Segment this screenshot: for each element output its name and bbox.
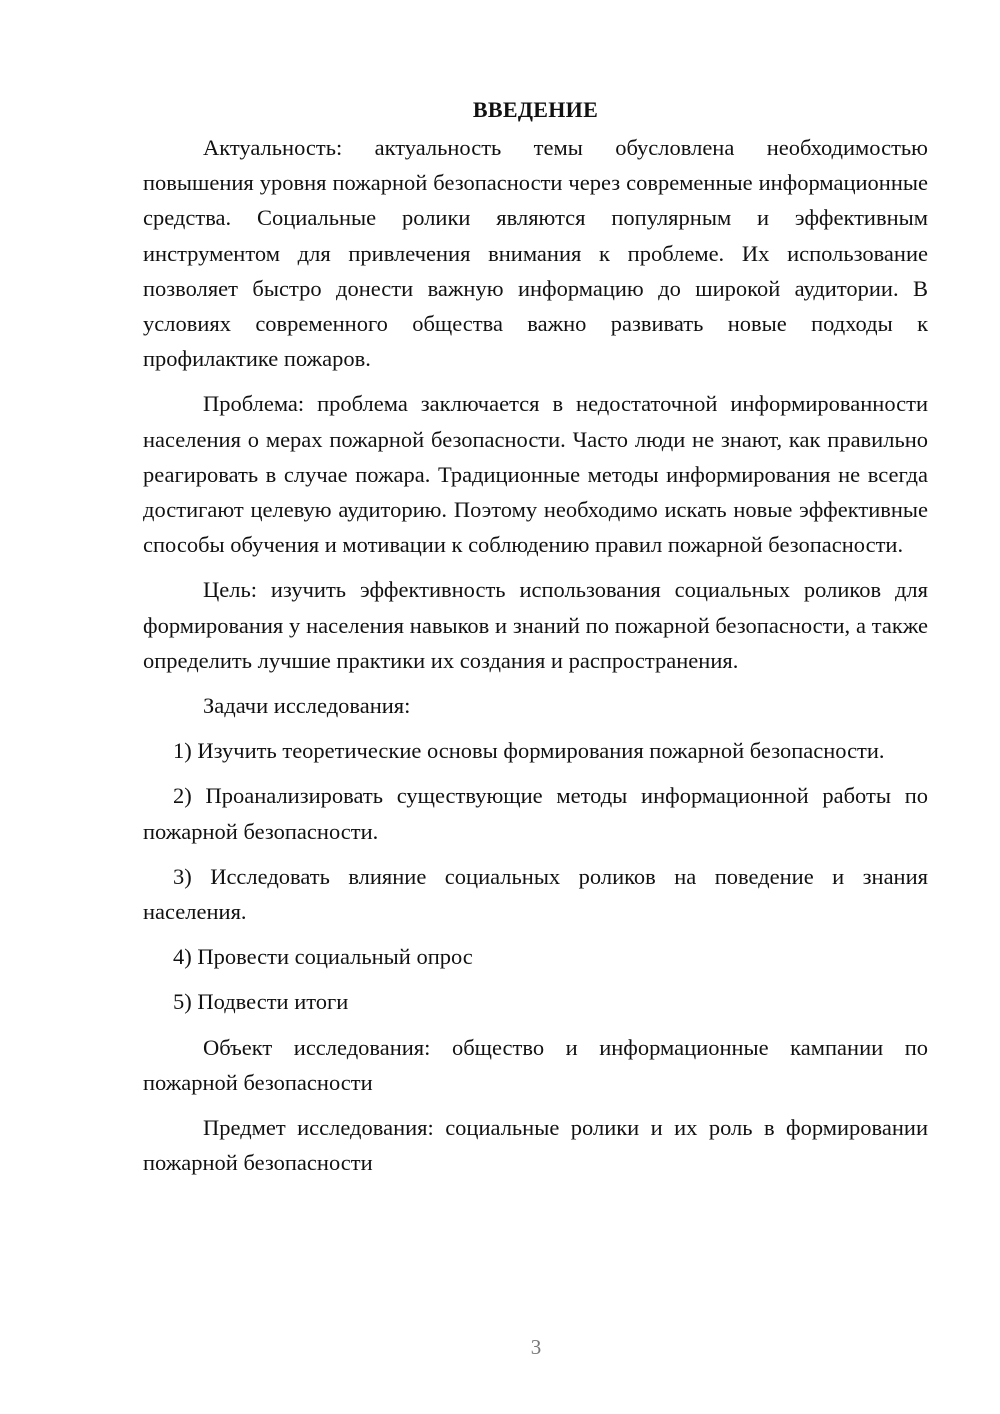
relevance-paragraph: Актуальность: актуальность темы обусловлена необходимостью повышения уровня пожарной безопасности через современные информационные средства. Социальные ролики являются популярным и эффективным инструментом для привлечения внимания к проблеме. Их использование позволяет быстро донести важную информацию до широкой аудитории. В условиях современного общества важно развивать новые подходы к профилактике пожаров. xyxy=(143,135,928,372)
tasks-intro: Задачи исследования: xyxy=(203,693,411,719)
subject-paragraph: Предмет исследования: социальные ролики и их роль в формировании пожарной безопасности xyxy=(143,1115,928,1176)
task-item-1: 1) Изучить теоретические основы формирования пожарной безопасности. xyxy=(173,738,885,764)
goal-paragraph: Цель: изучить эффективность использования социальных роликов для формирования у населения навыков и знаний по пожарной безопасности, а также определить лучшие практики их создания и распространения. xyxy=(143,577,928,673)
object-paragraph: Объект исследования: общество и информационные кампании по пожарной безопасности xyxy=(143,1034,928,1095)
task-item-4: 4) Провести социальный опрос xyxy=(173,944,473,970)
task-item-5: 5) Подвести итоги xyxy=(173,989,349,1015)
task-item-3: 3) Исследовать влияние социальных роликов на поведение и знания населения. xyxy=(143,863,928,925)
problem-paragraph: Проблема: проблема заключается в недостаточной информированности населения о мерах пожарной безопасности. Часто люди не знают, как правильно реагировать в случае пожара. Традиционные методы информирования не всегда достигают целевую аудиторию. Поэтому необходимо искать новые эффективные способы обучения и мотивации к соблюдению правил пожарной безопасности. xyxy=(143,391,928,558)
document-body xyxy=(143,92,928,1180)
task-item-2: 2) Проанализировать существующие методы информационной работы по пожарной безопасности. xyxy=(143,783,928,844)
section-heading: ВВЕДЕНИЕ xyxy=(472,97,599,122)
page-number: 3 xyxy=(530,1335,542,1359)
